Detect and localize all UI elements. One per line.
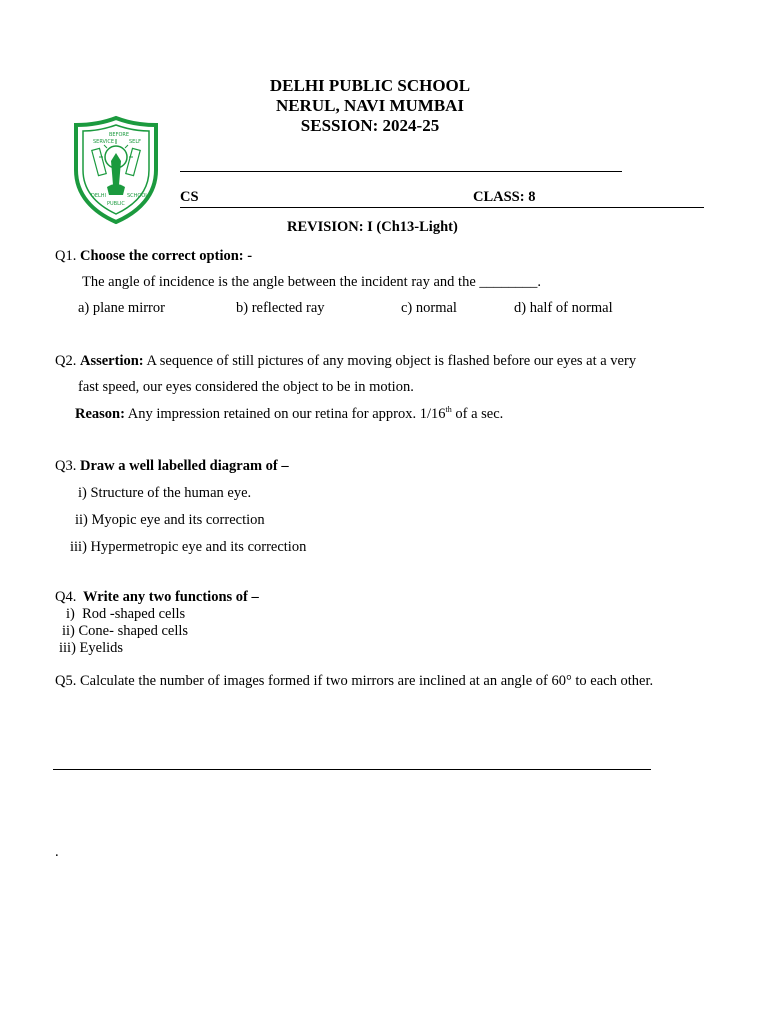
session-label: SESSION: 2024-25 [300, 116, 440, 135]
reason-tail: of a sec. [455, 406, 504, 422]
subject-label: CS [180, 189, 199, 205]
crest-text: BEFORE [109, 132, 130, 138]
option-b: b) reflected ray [236, 300, 325, 316]
question-number: Q4. [55, 589, 77, 605]
question-number: Q5. [55, 673, 77, 689]
assertion-text: A sequence of still pictures of any moving object is flashed before our eyes at a very [146, 353, 637, 369]
class-label: CLASS: 8 [473, 189, 536, 205]
question-3 [55, 458, 289, 475]
question-stem: The angle of incidence is the angle between the incident ray and the ________. [82, 274, 542, 290]
list-item: iii) Eyelids [59, 640, 124, 656]
crest-text: SERVICE [93, 139, 115, 145]
reason-superscript: th [445, 405, 452, 414]
question-5 [55, 673, 653, 690]
class-rule [180, 207, 704, 208]
option-c: c) normal [401, 300, 457, 316]
reason-text: Any impression retained on our retina for approx. 1/16 [127, 406, 446, 422]
reason-line [75, 406, 503, 423]
question-1 [55, 248, 252, 265]
list-item: iii) Hypermetropic eye and its correction [70, 539, 307, 555]
crest-text: PUBLIC [107, 201, 125, 207]
question-4 [55, 589, 259, 606]
school-location: NERUL, NAVI MUMBAI [275, 96, 465, 115]
assertion-label: Assertion: [79, 353, 144, 369]
crest-text: SELF [129, 139, 141, 145]
list-item: i) Structure of the human eye. [78, 485, 252, 501]
crest-text: SCHOOL [127, 193, 149, 199]
question-heading: Write any two functions of – [82, 589, 259, 605]
bottom-rule [53, 769, 651, 770]
option-d: d) half of normal [514, 300, 613, 316]
crest-text: DELHI [91, 193, 107, 199]
footer-dot: . [55, 844, 59, 860]
question-2 [55, 353, 636, 370]
list-item: ii) Myopic eye and its correction [75, 512, 265, 528]
question-heading: Draw a well labelled diagram of – [79, 458, 289, 474]
option-a: a) plane mirror [78, 300, 165, 316]
assertion-continued: fast speed, our eyes considered the object to be in motion. [78, 379, 414, 395]
school-crest-icon [71, 115, 161, 225]
reason-label: Reason: [75, 406, 125, 422]
worksheet-title: REVISION: I (Ch13-Light) [287, 219, 458, 235]
question-heading: Choose the correct option: - [79, 248, 253, 264]
school-name: DELHI PUBLIC SCHOOL [269, 76, 471, 95]
list-item: i) Rod -shaped cells [66, 606, 186, 622]
list-item: ii) Cone- shaped cells [62, 623, 189, 639]
question-number: Q2. [55, 353, 77, 369]
question-text: Calculate the number of images formed if two mirrors are inclined at an angle of 60° to each other. [79, 673, 654, 689]
question-number: Q1. [55, 248, 77, 264]
header-rule [180, 171, 622, 172]
question-number: Q3. [55, 458, 77, 474]
